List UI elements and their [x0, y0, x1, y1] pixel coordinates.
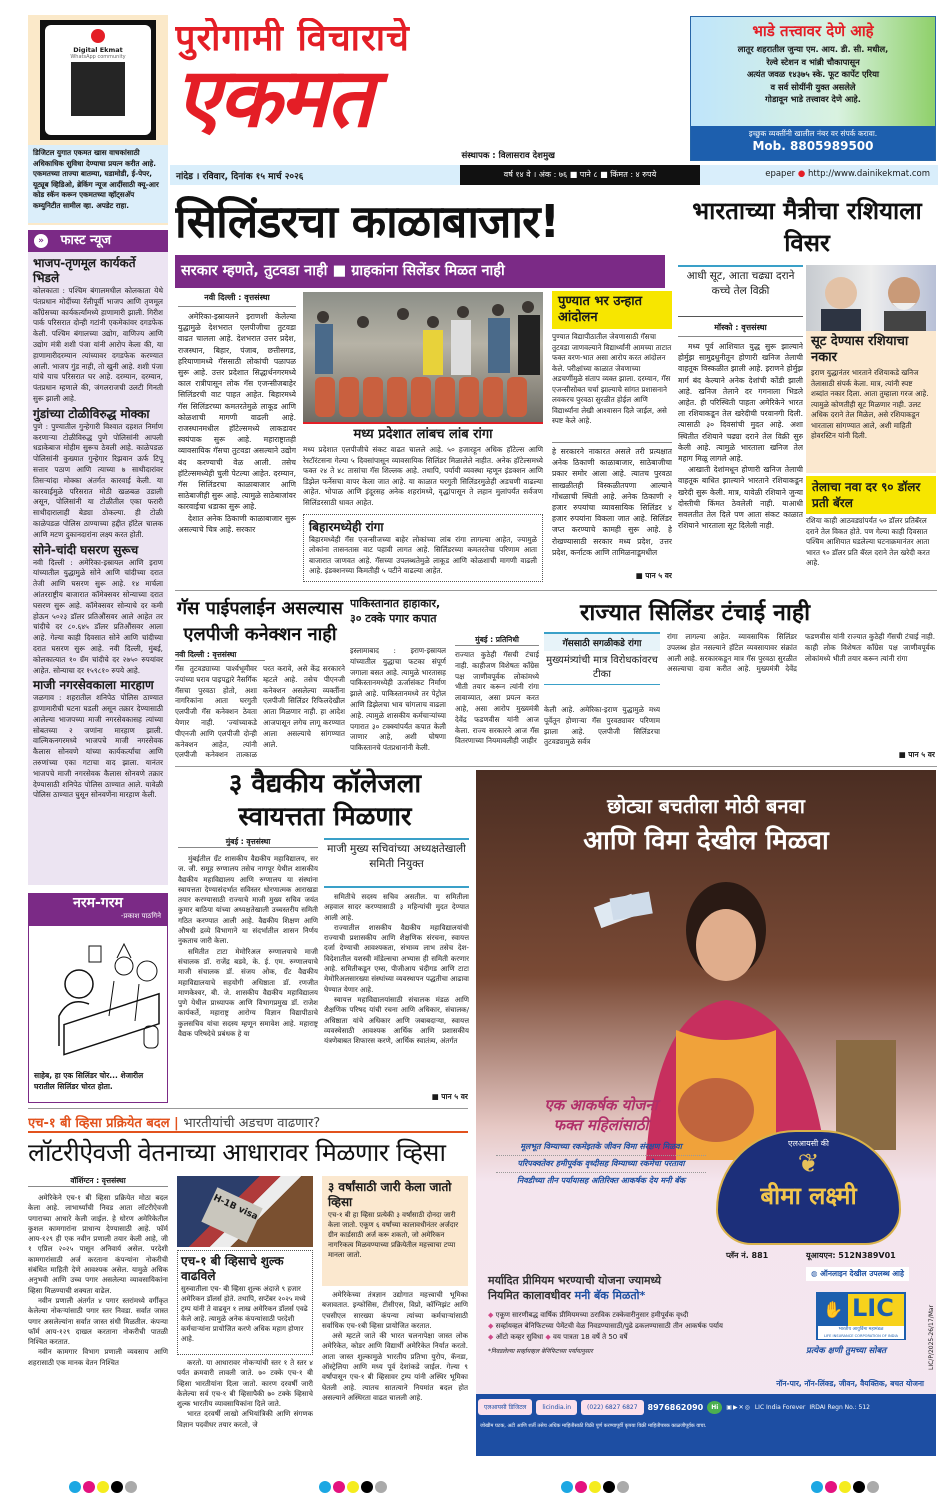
lic-logo: [816, 1292, 906, 1340]
chevron-down-icon: »: [34, 234, 48, 248]
lead-body: देशात अनेक ठिकाणी काळाबाजार सुरू असल्याचे चित्र आहे. सरकार: [178, 513, 296, 534]
website-link[interactable]: http://www.dainikekmat.com: [808, 169, 930, 179]
lic-hands-icon: ✋: [818, 1294, 848, 1326]
medical-para: स्वायत्त महाविद्यालयांसाठी संचालक मंडळ आणि शैक्षणिक परिषद यांची रचना आणि अधिकार, संचालक/अधिष्ठाता यांचे अधिकार आणि जबाबदाऱ्या, स्वायत्त व्यवस्थेसाठी आवश्यक आर्थिक आणि प्रशासकीय यंत्रणेबाबत शिफारस करणे, आर्थिक स्वातंत्र्य, अंतर्गत: [324, 994, 469, 1046]
cartoon-drawing: [29, 926, 167, 1066]
russia-headline: भारताच्या मैत्रीचा रशियाला विसर: [692, 197, 922, 257]
news-text: जळगाव : शहरातील शनिपेठ पोलिस ठाण्यात हाणामारीची घटना घडली असून तक्रार देण्यासाठी आलेल्या भाजपच्या माजी नगरसेवकासह त्यांच्या सोबतच्या २ जणांना मारहाण झाली. वाल्मिकनगरमध्ये भाजपचे माजी नगरसेवक कैलास सोनवणे यांच्या कार्यकर्त्यांचा आणि तरुणांच्या एका गटाचा वाद झाला. यानंतर भाजपचे माजी नगरसेवक कैलास सोनवणे तक्रार देण्यासाठी शनिपेठ पोलिस ठाण्यात आले. यावेळी पोलिस ठाण्यात घुसून सोनवणेंना मारहाण केली.: [33, 693, 163, 800]
news-title: माजी नगरसेवकाला मारहाण: [33, 678, 154, 693]
color-dots: [68, 1478, 138, 1496]
rent-ad-line: अत्यंत जवळ १४३७५ स्के. फूट कार्पेट एरिया: [746, 69, 880, 79]
pipeline-headline: गॅस पाईपलाईन असल्यास एलपीजी कनेक्शन नाही: [177, 598, 343, 645]
ekmat-logo-icon: [91, 29, 105, 43]
fee-box: [177, 1250, 313, 1355]
masthead-tagline: पुरोगामी विचाराचे: [175, 18, 410, 59]
search-icon: ●: [797, 169, 806, 179]
cartoon-author: -प्रकाश पाठगिने: [120, 912, 161, 920]
news-title: सोने-चांदी घसरण सुरूच: [33, 542, 139, 557]
news-text: कोलकाता : पश्चिम बंगालमधील कोलकाता येथे पंतप्रधान मोदींच्या रॅलीपूर्वी भाजप आणि तृणमूल काँग्रेसच्या कार्यकर्त्यांमध्ये हाणामारी झाली. गिरीश पार्क परिसरात दोन्ही गटांनी एकमेकांवर दगडफेक केली. पश्चिम बंगालच्या उद्योग, वाणिज्य आणि उद्योग मंत्री शशी पंजा यांनी आरोप केला की, या हाणामारीदरम्यान त्यांच्यावर दगडफेक करण्यात आली. भाजप गुंड नाही, तो खुनी आहे. शशी पंजा यांचे याच परिसरात घर आहे. दरम्यान, दरम्यान, पंतप्रधान म्हणाले की, जंगलराजची उलटी गिनती सुरू झाली आहे.: [33, 286, 163, 403]
color-dots: [318, 1478, 388, 1496]
qr-title: Digital Ekmat: [73, 46, 123, 54]
visa-para: करतो. या आधारावर नोकऱ्यांची स्तर १ ते स्तर ४ पर्यंत क्रमवारी लावली जाते. ७० टक्के एच-१ बी व्हिसा भारतीयांना दिला जातो. कारण दरवर्षी जारी केलेल्या सर्व एच-१ बी व्हिसापैकी ७० टक्के व्हिसाचे शुल्क भारतीय व्यावसायिकांना दिले जाते.: [177, 1358, 313, 1409]
lic-sub: भारतीय आयुर्विमा महामंडळ: [818, 1326, 904, 1333]
russia-body: आखाती देशांमधून होणारी खनिज तेलाची वाहतूक बाधित झाल्याने भारताने रशियाकडून खरेदी सुरू केली. मात्र, यावेळी रशियाने जुन्या दोस्तीची किंमत ठेवलेली नाही. याआधी सवलतीत तेल दिले पण आता संकट काळात रशियाने भारताला सूट दिलेली नाही.: [678, 465, 803, 531]
pakistan-headline: पाकिस्तानात हाहाकार, ३० टक्के पगार कपात: [350, 597, 441, 625]
plan-no: प्लॅन नं. 881: [726, 1251, 769, 1260]
pakistan-body: इस्लामाबाद : इराण-इस्रायल यांच्यातील युद्धाचा फटका संपूर्ण जगाला बसत आहे. त्यामुळे भारतासह पाकिस्तानमध्येही ऊर्जासंकट निर्माण झाले आहे. पाकिस्तानमध्ये तर पेट्रोल आणि डिझेलचा भाव चांगलाच वाढला आहे. त्यामुळे शासकीय कर्मचाऱ्यांच्या पगारात ३० टक्क्यांपर्यंत कपात केली जाणार आहे, अशी घोषणा पाकिस्तानचे पंतप्रधानांनी केली.: [350, 646, 446, 753]
lead-subhead-a: सरकार म्हणते, तुटवडा नाही: [181, 263, 328, 279]
rent-ad-mobile[interactable]: Mob. 8805989500: [752, 139, 874, 153]
lead-subhead: सरकार म्हणते, तुटवडा नाही ■ ग्राहकांना सिलेंडर मिळत नाही: [175, 255, 665, 288]
visa-body-c: [322, 1290, 468, 1458]
h1b-photo[interactable]: [177, 1176, 313, 1247]
box-title: सूट देण्यास रशियाचा नकार: [811, 334, 909, 365]
fee-text: सुरुवातीला एच- बी व्हिसा शुल्क अंदाजे ९ हजार अमेरिकन डॉलर्स होते. तथापि, सप्टेंबर २०२५ मध्ये ट्रम्प यांनी ते वाढवून १ लाख अमेरिकन डॉलर्स एवढे केले आहे. त्यामुळे अनेक कंपन्यांसाठी परदेशी कर्मचाऱ्यांना प्रायोजित करणे अधिक महाग होणार आहे.: [181, 1285, 308, 1343]
photo-illustration: [806, 265, 936, 331]
disclaimer: जोखीम घटक, अटी आणि शर्ती तसेच अधिक माहितीसाठी विक्री पूर्ण करण्यापूर्वी कृपया विक्री माहितीपत्रक काळजीपूर्वक वाचा.: [480, 1423, 707, 1429]
cartoon-caption: साहेब, हा एक सिलिंडर चोर... शेजारील घरातील सिलिंडर चोरत होता.: [34, 1071, 144, 1091]
state-body-c: रांगा लागल्या आहेत. व्यावसायिक सिलिंडर उपलब्ध होत नसल्याने हॉटेल व्यवसायावर संक्रांत आली आहे. सरकारकडून मात्र गॅस पुरवठा सुरळीत असल्याचा दावा करीत आहे. मुख्यमंत्री देवेंद्र फडणवीस यांनी राज्यात कुठेही गॅसची टंचाई नाही. काही लोक विशेषतः काँग्रेस पक्ष जाणीवपूर्वक लोकांमध्ये भीती तयार करून त्यांनी रांगा: [667, 632, 935, 674]
visa-term-text: एच-१ बी हा व्हिसा प्रत्येकी ३ वर्षांसाठी दोनदा जारी केला जातो. एकूण ६ वर्षांच्या कालावधीनंतर अर्जदार ग्रीन कार्डसाठी अर्ज करू शकतो, जो अमेरिकन नागरिकत्व मिळवण्याच्या प्रक्रियेतील महत्त्वाचा टप्पा मानला जातो.: [328, 1211, 459, 1259]
scheme-a: एक आकर्षक योजना: [544, 1096, 658, 1114]
fast-news-header: [28, 230, 168, 252]
state-box-a: गॅससाठी सगळीकडे रांगा: [544, 634, 660, 651]
russia-body: मध्य पूर्व आशियात युद्ध सुरू झाल्याने होर्मुझ सामुद्रधुनीतून होणारी खनिज तेलाची वाहतूक विस्कळीत झाली आहे. इराणने होर्मुझ मार्ग बंद केल्याने अनेक देशांची कोंडी झाली आहे. खनिज तेलाने दर गगनाला भिडले आहेत. ही परिस्थिती पाहता अमेरिकेने भारत ला रशियाकडून तेल खरेदीची परवानगी दिली. त्यासाठी ३० दिवसांची मुदत आहे. अशा स्थितीत रशियाने चढ्या दराने तेल विक्री सुरु केली आहे. त्यामुळे भारताला खनिज तेल महाग मिळू लागले आहे.: [678, 342, 803, 464]
rent-ad-line: व सर्व सोयींनी युक्त असलेले: [770, 81, 856, 92]
color-dots: [810, 1478, 880, 1496]
lic-contact-bar: [476, 1394, 936, 1456]
medical-headline: ३ वैद्यकीय कॉलेजला स्वायत्तता मिळणार: [228, 769, 422, 832]
continued-label: ■ पान ५ वर: [898, 750, 935, 759]
rent-ad[interactable]: [690, 16, 936, 161]
registration-marks: [0, 1478, 945, 1496]
divider: [175, 766, 937, 767]
state-box-b: मुख्यमंत्र्यांची मात्र विरोधकांवरच टीका: [544, 654, 660, 685]
footnote: *निवडलेल्या सर्व्हायव्हल बेनिफिटच्या पर्यायानुसार: [488, 1348, 593, 1355]
bullet: ◆ ऑटो कव्हर सुविधा ◆ वय पात्रता 18 वर्षे ते 50 वर्षे: [488, 1333, 628, 1341]
box-text: इराण युद्धानंतर भारताने रशियाकडे खनिज तेलासाठी संपर्क केला. मात्र, त्यांनी स्पष्ट शब्दांत नकार दिला. आता तुम्हाला गरज आहे. त्यामुळे कोणतीही सूट मिळणार नाही. उलट अधिक दराने तेल मिळेल, असे रशियाकडून भारताला सांगण्यात आले, अशी माहिती होवरस्टिन यांनी दिली.: [811, 368, 929, 440]
news-text: नवी दिल्ली : अमेरिका-इस्रायल आणि इराण यांच्यातील युद्धामुळे सोने आणि चांदीच्या दरात तेजी आणि घसरण सुरू आहे. १४ मार्चला आंतरराष्ट्रीय बाजारात कॉमेक्सवर सोन्याच्या दरात घसरण सुरू आहे. कॉमेक्सवर सोन्याचे दर कमी होऊन ५०२३ डॉलर प्रतिऔंसवर आले आहेत तर चांदीचे दर ८०.६४५ डॉलर प्रतिऔंसवर आला आहे. गेल्या काही दिवसात सोने आणि चांदीच्या दरात घसरण सुरू आहे. नवी दिल्ली, मुंबई, कोलकात्यात १० ग्रॅम चांदीचे दर २७५० रुपयांवर आहेत. सोन्याचा दर १५९८१० रुपये आहे.: [33, 557, 163, 675]
divider: [175, 590, 937, 591]
online-badge: [806, 1267, 909, 1281]
visa-headline: लॉटरीऐवजी वेतनाच्या आधारावर मिळणार व्हिसा: [28, 1138, 446, 1167]
russia-subhead: आधी सूट, आता चढ्या दराने कच्चे तेल विक्री: [678, 265, 803, 317]
news-title: गुंडांच्या टोळीविरुद्ध मोक्का: [33, 406, 150, 421]
pipeline-body: गॅस तुटवड्याच्या पार्श्वभूमीवर ज्यांच्या घराव पाइपद्वारे नैसर्गिक गॅसचा पुरवठा होतो, अशा नागरिकांना आता घरगुती एलपीजी गॅस कनेक्शन ठेवता येणार नाही. 'ज्यांच्याकडे पीएनजी आणि एलपीजी दोन्ही कनेक्शन आहेत, त्यांनी एलपीजी कनेक्शन तात्काळ परत करावे, असे केंद्र सरकारने म्हटले आहे. तसेच पीएनजी कनेक्शन असलेल्या व्यक्तींना एलपीजी सिलिंडर रिफिलदेखील आता मिळणार नाही. हा आदेश आजपासून लगेच लागू करण्यात आला असल्याचे सांगण्यात आले.: [175, 664, 345, 760]
news-title: भाजप-तृणमूल कार्यकर्ते भिडले: [33, 256, 136, 285]
medical-para: समितीत टाटा मेमोरिअल रुग्णालयाचे माजी संचालक डॉ. राजेंद्र बडवे, के. ई. एम. रुग्णालयाचे माजी संचालक डॉ. संजय ओक, ग्रँट वैद्यकीय महाविद्यालयाचे सहयोगी अधिष्ठाता डॉ. रणजीत माणकेश्वर, बी. जे. शासकीय वैद्यकीय महाविद्यालय पुणे येथील प्राध्यापक आणि विभागप्रमुख डॉ. राजेश कार्यकर्ते, महाराष्ट्र आरोग्य विज्ञान विद्यापीठाचे कुलसचिव यांचा सदस्य म्हणून समावेश आहे. महाराष्ट्र वैद्यक परिषदेचे प्रबंधक हे या: [178, 946, 318, 1039]
qr-panel[interactable]: [28, 15, 168, 225]
issue-date: नांदेड । रविवार, दिनांक १५ मार्च २०२६: [176, 172, 304, 182]
visa-para: भारत दरवर्षी लाखो अभियांत्रिकी आणि संगणक विज्ञान पदवीधर तयार करतो, जे: [177, 1409, 313, 1429]
bullet: ◆ एकूण सारणीबद्ध वार्षिक प्रीमियमच्या ठराविक टक्केवारीनुसार हमीपूर्वक वृध्दी: [488, 1311, 689, 1319]
visa-para: अमेरिकेने एच-१ बी व्हिसा प्रक्रियेत मोठा बदल केला आहे. लाभार्थ्यांची निवड आता लॉटरीऐवजी पगाराच्या आधारे केली जाईल. हे धोरण अमेरिकेतील कुशल कामगारांना प्राधान्य देण्यासाठी आहे. फॉर्म आय-१२९ ही एक नवीन प्रणाली तयार केली आहे, जी १ एप्रिल २०२५ पासून अनिवार्य असेल. परदेशी कामगारांसाठी अर्ज करताना कंपन्यांना नोकरीची संबंधित माहिती देणे आवश्यक असेल. यामुळे अधिक अनुभवी आणि उच्च पगार असलेल्या व्यावसायिकांना व्हिसा मिळण्याची शक्यता वाढेल.: [28, 1193, 168, 1295]
qr-subtitle: WhatsApp community: [70, 54, 126, 60]
visa-term-title: ३ वर्षांसाठी जारी केला जातो व्हिसा: [328, 1180, 452, 1209]
visa-para: नवीन कामगार विभाग प्रणाली व्यवसाय आणि शहरासाठी एक मानक वेतन निश्चित: [28, 1347, 168, 1367]
issue-info: वर्ष १४ वे । अंक : ७६ ■ पाने ८ ■ किंमत : ४ रुपये: [460, 165, 700, 185]
color-dots: [560, 1478, 630, 1496]
social-icons: ▣▶✕◎: [726, 1403, 751, 1411]
state-box: [544, 632, 660, 700]
online-text: ऑनलाइन देखील उपलब्ध आहे: [820, 1269, 904, 1278]
masthead: [175, 18, 555, 163]
medical-para: समितीचे सदस्य सचिव असतील. या समितीला अहवाल सादर करण्यासाठी ३ महिन्यांची मुदत देण्यात आली आहे.: [324, 892, 469, 922]
dateline: मॉस्को : वृत्तसंस्था: [678, 322, 803, 337]
rent-ad-contact: इच्छुक व्यक्तींनी खालील नंबर वर संपर्क करावा.: [748, 129, 878, 138]
feature: मूलभूत विम्याच्या रकमेइतके जीवन विमा संरक्षण मिळवा: [496, 1139, 706, 1156]
cartoon-title: नरम-गरम: [73, 895, 123, 911]
pune-text: पुण्यात विद्यापीठातील जेवणासाठी गॅसचा तुटवडा जाणवल्याने विद्यार्थ्यांनी आमच्या ताटात फक्त वरण-भात असा आरोप करत आंदोलन केले. परीक्षांच्या काळात जेवणाच्या अडचणींमुळे संताप व्यक्त झाला. दरम्यान, गॅस एजन्सीसोबत चर्चा झाल्याचे सांगत प्रशासनाने लवकरच पुरवठा सुरळीत होईल आणि विद्यार्थ्यांना लेखी आश्वासन दिले जाईल, असे स्पष्ट केले आहे.: [552, 332, 672, 425]
bima-lakshmi-logo: [716, 1130, 901, 1245]
fast-news: [28, 230, 168, 885]
visa-body-b: [177, 1358, 313, 1458]
visa-para: नवीन प्रणाली अंतर्गत ४ पगार स्तरांमध्ये वर्गीकृत केलेल्या नोकऱ्यांसाठी पगार स्तर निवडा. सर्वात जास्त पगार असलेल्यांना सर्वात जास्त संधी मिळतील. कंपन्या फॉर्म आय-१२९ दाखल करताना नोकरीची पातळी निश्चित करतात.: [28, 1295, 168, 1347]
lic-motto: प्रत्येक क्षणी तुमच्या सोबत: [806, 1346, 887, 1356]
continued-label: ■ पान ५ वर: [635, 571, 672, 580]
lic-wordmark: LIC: [852, 1294, 894, 1322]
founder: संस्थापक : विलासराव देशमुख: [461, 151, 555, 161]
social-handle: LIC India Forever: [754, 1403, 806, 1411]
rent-ad-line: रेल्वे स्टेशन व भांब्री चौकापासून: [766, 56, 860, 67]
visa-kicker-b: भारतीयांची अडचण वाढणार?: [183, 1116, 321, 1131]
lead-headline: सिलिंडरचा काळाबाजार!: [175, 195, 560, 248]
lead-continuation: [552, 442, 672, 584]
lead-cont-text: हे सरकारने नाकारत असले तरी प्रत्यक्षात अनेक ठिकाणी काळाबाजार, साठेबाजीचा प्रकार समोर आला आहे. त्यातच पुरवठा साखळीतही विस्कळीतपणा आल्याने गोंधळाची स्थिती आहे. अनेक ठिकाणी २ हजार रुपयांचा व्यावसायिक सिलिंडर ४ हजार रुपयांना विकला जात आहे. सिलिंडर जप्त करण्याचे कामही सुरू आहे. हे रोखण्यासाठी सरकार मध्य प्रदेश, उत्तर प्रदेश, कर्नाटक आणि तामिळनाडूमधील: [552, 447, 672, 557]
whatsapp-number[interactable]: 8976862090: [647, 1402, 704, 1412]
pune-title: पुण्यात भर उन्हात आंदोलन: [552, 291, 672, 329]
lic-headline-b: आणि विमा देखील मिळवा: [583, 826, 829, 856]
lic-headline-a: छोट्या बचतीला मोठी बनवा: [607, 794, 805, 818]
plan-types: नॉन-पार, नॉन-लिंक्ड, जीवन, वैयक्तिक, बचत योजना: [776, 1379, 924, 1388]
state-body-c-wrap: [667, 632, 935, 764]
bullet: ◆ सर्व्हायव्हल बेनिफिटच्या पेमेंटची वेळ निवडण्यासाठी/पुढे ढकलण्यासाठी तीन आकर्षक पर्याय: [488, 1322, 723, 1330]
rent-ad-line: लातूर शहरातील जुन्या एम. आय. डी. सी. मधील,: [737, 44, 889, 54]
news-text: पुणे : पुण्यातील गुन्हेगारी विश्वात दहशत निर्माण करणाऱ्या टोळीविरुद्ध पुणे पोलिसांनी आपली धडाकेबाज मोहीम सुरूच ठेवली आहे. काळेपडळ पोलिसांनी कुख्यात गुन्हेगार रिझवान ऊर्फ टिपू सत्तार पठाण आणि त्याच्या ७ साथीदारांवर तिसऱ्यांदा मोक्का अंतर्गत कारवाई केली. या कारवाईमुळे परिसरात मोठी खळबळ उडाली असून, पोलिसांनी या टोळीतील एका फरारी साथीदारालाही बेड्या ठोकल्या. ही टोळी काळेपडळ पोलिस ठाण्याच्या हद्दीत हॉटेल चालक आणि मटण दुकानदारांना लक्ष्य करत होती.: [33, 421, 163, 539]
call-center-button[interactable]: (022) 6827 6827: [581, 1400, 644, 1415]
pipeline-dateline: नवी दिल्ली : वृत्तसंस्था: [175, 650, 265, 661]
visa-para: अमेरिकेच्या तंत्रज्ञान उद्योगात महत्त्वाची भूमिका बजावतात. इन्फोसिस, टीसीएस, विप्रो, कॉग्निझंट आणि एचसीएल सारख्या कंपन्या त्यांच्या कर्मचाऱ्यांसाठी सर्वाधिक एच-१बी व्हिसा प्रायोजित करतात.: [322, 1290, 468, 1330]
lead-subhead-b: ग्राहकांना सिलेंडर मिळत नाही: [351, 263, 505, 279]
state-body-a: राज्यात कुठेही गॅसची टंचाई नाही. काहीजण विशेषतः काँग्रेस पक्ष जाणीवपूर्वक लोकांमध्ये भीती तयार करून त्यांनी रांगा लावाव्यात, असा प्रयत्न करत आहे, असा आरोप मुख्यमंत्री देवेंद्र फडणवीस यांनी आज केला. राज्य सरकारने आज गॅस वितरणाच्या नियमावलीही जाहीर: [455, 650, 539, 746]
lic-ad[interactable]: [476, 770, 936, 1456]
tagline-a: मर्यादित प्रीमियम भरण्याची योजना ज्यामध्ये: [488, 1274, 662, 1287]
visa-para: असे म्हटले जाते की भारत चलनापेक्षा जास्त लोक अमेरिकेत, कोडर आणि विद्यार्थी अमेरिकेत निर्यात करतो. आता जास्त शुल्कामुळे भारतीय प्रतिभा युरोप, कॅनडा, ऑस्ट्रेलिया आणि मध्य पूर्व देशांकडे जाईल. गेल्या ९ वर्षांपासून एच-१ बी व्हिसावर ट्रम्प यांनी अस्थिर भूमिका घेतली आहे. त्यातच सातत्याने नियमांत बदल होत असल्याने अस्थिरता वाढत चालली आहे.: [322, 1331, 468, 1402]
cartoon: [28, 893, 168, 1103]
scheme-b: फक्त महिलांसाठी: [553, 1116, 649, 1134]
russia-refusal-box: [806, 331, 936, 473]
uin: यूआयएन: 512N389V01: [806, 1251, 896, 1260]
irdai-reg: IRDAI Regn No.: 512: [809, 1403, 870, 1411]
fast-news-title: फास्ट न्यूज: [60, 233, 112, 248]
qr-text: डिजिटल युगात एकमत खास वाचकांसाठी अधिकाधिक सुविधा देण्याचा प्रयत्न करीत आहे. एकमतच्या ताज्या बातम्या, घडामोडी, ई-पेपर, यूट्यूब व्हिडिओ, ब्रेकिंग न्यूज आदींसाठी क्यू-आर कोड स्कॅन करून एकमतच्या व्हॉट्सअ‍ॅप कम्युनिटीत सामील व्हा. अपडेट राहा.: [28, 145, 168, 223]
epaper-label: epaper: [765, 169, 796, 179]
state-dateline: मुंबई : प्रतिनिधी: [455, 635, 539, 646]
oil-rate-text: रशिया काही आठवड्यांपर्यंत ५० डॉलर प्रतिबॅरल दराने तेल विकत होते. पण गेल्या काही दिवसात पश्चिम आशियात घडलेल्या घटनाक्रमानंतर आता भारत ९० डॉलर प्रति बॅरल दराने तेल खरेदी करत आहे.: [806, 516, 930, 567]
brand-name: बीमा लक्ष्मी: [760, 1182, 857, 1210]
fee-title: एच-१ बी व्हिसाचे शुल्क वाढविले: [181, 1254, 284, 1283]
lead-body: अमेरिका-इस्रायलने इराणशी केलेल्या युद्धामुळे देशभरात एलपीजीचा तुटवडा वाढत चालला आहे. देशभरात उत्तर प्रदेश, राजस्थान, बिहार, पंजाब, छत्तीसगड, हरियाणामध्ये गॅससाठी लोकांची पळापळ सुरू आहे. उत्तर प्रदेशात सिद्धार्थनगरमध्ये काल रात्रीपासून लोक गॅस एजन्सीजबाहेर सिलिंडरची वाट पाहत आहेत. बिहारमध्ये गॅस सिलिंडरच्या कमतरतेमुळे लाकूड आणि कोळशाची मागणी वाढली आहे. राजस्थानमधील हॉटेल्समध्ये लाकडावर स्वयंपाक सुरू आहे. महाराष्ट्रातही व्यावसायिक गॅसचा तुटवडा असल्याने उद्योग बंद करण्याची वेळ आली. तसेच हॉटेल्समध्येही चुली पेटल्या आहेत. दरम्यान, गॅस सिलिंडरचा काळाबाजार आणि साठेबाजीही सुरू आहे. त्यामुळे साठेबाजांवर कारवाईचा धडाका सुरू आहे.: [178, 312, 296, 512]
plan-code: LIC/P/2025-26/17/Mar: [928, 1304, 935, 1370]
putin-modi-photo[interactable]: [806, 265, 936, 331]
oil-rate-title: तेलाचा नवा दर ९० डॉलर प्रती बॅरल: [806, 476, 936, 514]
visa-term-box: [322, 1176, 468, 1286]
brand-kicker: एलआयसी की: [788, 1139, 829, 1148]
h1b-photo-label: H-1B visa: [201, 1187, 262, 1243]
feature: परिपक्वतेवर हमीपूर्वक वृध्दीसह विम्याच्या रकमेचा परतावा: [496, 1156, 706, 1173]
oil-rate-box: [806, 476, 936, 584]
rent-ad-title: भाडे तत्त्वावर देणे आहे: [752, 22, 874, 40]
visa-dateline: वॉशिंग्टन : वृत्तसंस्था: [28, 1176, 168, 1187]
bihar-box: [303, 514, 543, 582]
state-headline: राज्यात सिलिंडर टंचाई नाही: [579, 600, 811, 626]
dateline-bar: [170, 165, 938, 185]
digital-app-button[interactable]: एलआयसी डिजिटल: [478, 1399, 532, 1415]
state-body-b: केली आहे. अमेरिका-इराण युद्धामुळे मध्य पूर्वेतून होणाऱ्या गॅस पुरवठ्यावर परिणाम झाला आहे. एलपीजी सिलिंडरचा तुटवड्यामुळे सर्वत्र: [544, 705, 660, 747]
feature: निवडीच्या तीन पर्यायासह अतिरिक्त आकर्षक देय मनी बॅक: [516, 1176, 686, 1185]
qr-card[interactable]: [40, 20, 156, 140]
lic-en: LIFE INSURANCE CORPORATION OF INDIA: [818, 1333, 904, 1339]
medical-body-a: [178, 854, 318, 1102]
masthead-logo: एकमत: [175, 51, 372, 146]
butterfly-icon: ❦: [797, 1149, 820, 1179]
bihar-text: बिहारमध्येही गॅस एजन्सीजच्या बाहेर लोकांच्या लांब रांगा लागल्या आहेत, ज्यामुळे लोकांना तासनतास वाट पहावी लागत आहे. सिलिंडरच्या कमतरतेचा परिणाम आता बाजारात जाणवत आहे. गॅसच्या उपलब्धतेमुळे लाकूड आणि कोळशाची मागणी वाढली आहे. इंडक्शनच्या किमतीही ५ पटीने वाढल्या आहेत.: [309, 535, 537, 575]
visa-kicker: एच-१ बी व्हिसा प्रक्रियेत बदल | भारतीयांची अडचण वाढणार?: [28, 1108, 468, 1133]
medical-para: मुंबईतील ग्रँट शासकीय वैद्यकीय महाविद्यालय, सर ज. जी. समूह रुग्णालय तसेच नागपूर येथील शासकीय वैद्यकीय महाविद्यालय आणि रुग्णालय या संस्थांना स्वायत्तता देण्यासंदर्भात सविस्तर धोरणात्मक आराखडा तयार करण्यासाठी राज्याचे माजी मुख्य सचिव जयंत कुमार बाठिया यांच्या अध्यक्षतेखाली उच्चस्तरीय समिती गठित करण्यात आली आहे. वैद्यकीय शिक्षण आणि औषधी द्रव्ये विभागाने या संदर्भातील शासन निर्णय नुकताच जारी केला.: [178, 854, 318, 946]
photo-illustration: [303, 292, 543, 422]
cylinder-queue-photo[interactable]: [303, 292, 543, 424]
rent-ad-line: गोडावून भाडे तत्त्वावर देणे आहे.: [765, 94, 861, 104]
medical-dateline: मुंबई : वृत्तसंस्था: [178, 837, 318, 848]
globe-icon: ◍: [811, 1269, 818, 1278]
whatsapp-hi-icon: Hi: [707, 1401, 722, 1414]
medical-subhead: माजी मुख्य सचिवांच्या अध्यक्षतेखाली समिती नियुक्त: [324, 838, 469, 888]
bihar-title: बिहारमध्येही रांगा: [309, 520, 384, 534]
visa-body-a: [28, 1193, 168, 1460]
pune-box: [552, 291, 672, 439]
lead-article: [178, 292, 296, 582]
qr-code-icon[interactable]: [73, 64, 123, 114]
tagline-c: मनी बॅक मिळतो*: [574, 1289, 646, 1302]
photo-caption: मध्य प्रदेशात लांबच लांब रांगा: [353, 427, 493, 442]
mp-text: मध्य प्रदेशात एलपीजीचे संकट वाढत चालले आहे. ५० हजारहून अधिक हॉटेल्स आणि रेस्टॉरंटसना गेल्या ५ दिवसांपासून व्यावसायिक सिलिंडर मिळालेले नाहीत. अनेक हॉटेल्समध्ये फक्त २४ ते ४८ तासांचा गॅस शिल्लक आहे. तथापि, पर्यायी व्यवस्था म्हणून इंडक्शन आणि डिझेल फर्नेसचा वापर केला जात आहे. या काळात घरगुती सिलिंडरमुळेही अडचणी वाढल्या आहेत. भोपाळ आणि इंदूरसह अनेक शहरांमध्ये, वृद्धांपासून ते लहान मुलांपर्यंत सर्वजण सिलिंडरसाठी धावत आहेत.: [303, 445, 543, 507]
dateline: नवी दिल्ली : वृत्तसंस्था: [178, 292, 296, 307]
continued-label: ■ पान ५ वर: [431, 1092, 468, 1101]
medical-para: राज्यातील शासकीय वैद्यकीय महाविद्यालयांची राज्याची प्रशासकीय आणि शैक्षणिक संरचना, स्वायत्त दर्जा देण्याची आवश्यकता, संभाव्य लाभ तसेच देश-विदेशातील यशस्वी मॉडेल्सचा अभ्यास ही समिती करणार आहे. समितीकडून एम्स, पीजीआय चंदीगड आणि टाटा मेमोरिअलसारख्या संस्थांच्या व्यवस्थापन पद्धतीचा आढावा घेण्यात येणार आहे.: [324, 922, 469, 994]
russia-article: [678, 322, 803, 584]
tagline-b: नियमित कालावधीवर: [488, 1289, 571, 1302]
medical-body-b: [324, 892, 469, 1090]
website-button[interactable]: licindia.in: [536, 1400, 577, 1415]
visa-kicker-a: एच-१ बी व्हिसा प्रक्रियेत बदल: [28, 1116, 170, 1131]
